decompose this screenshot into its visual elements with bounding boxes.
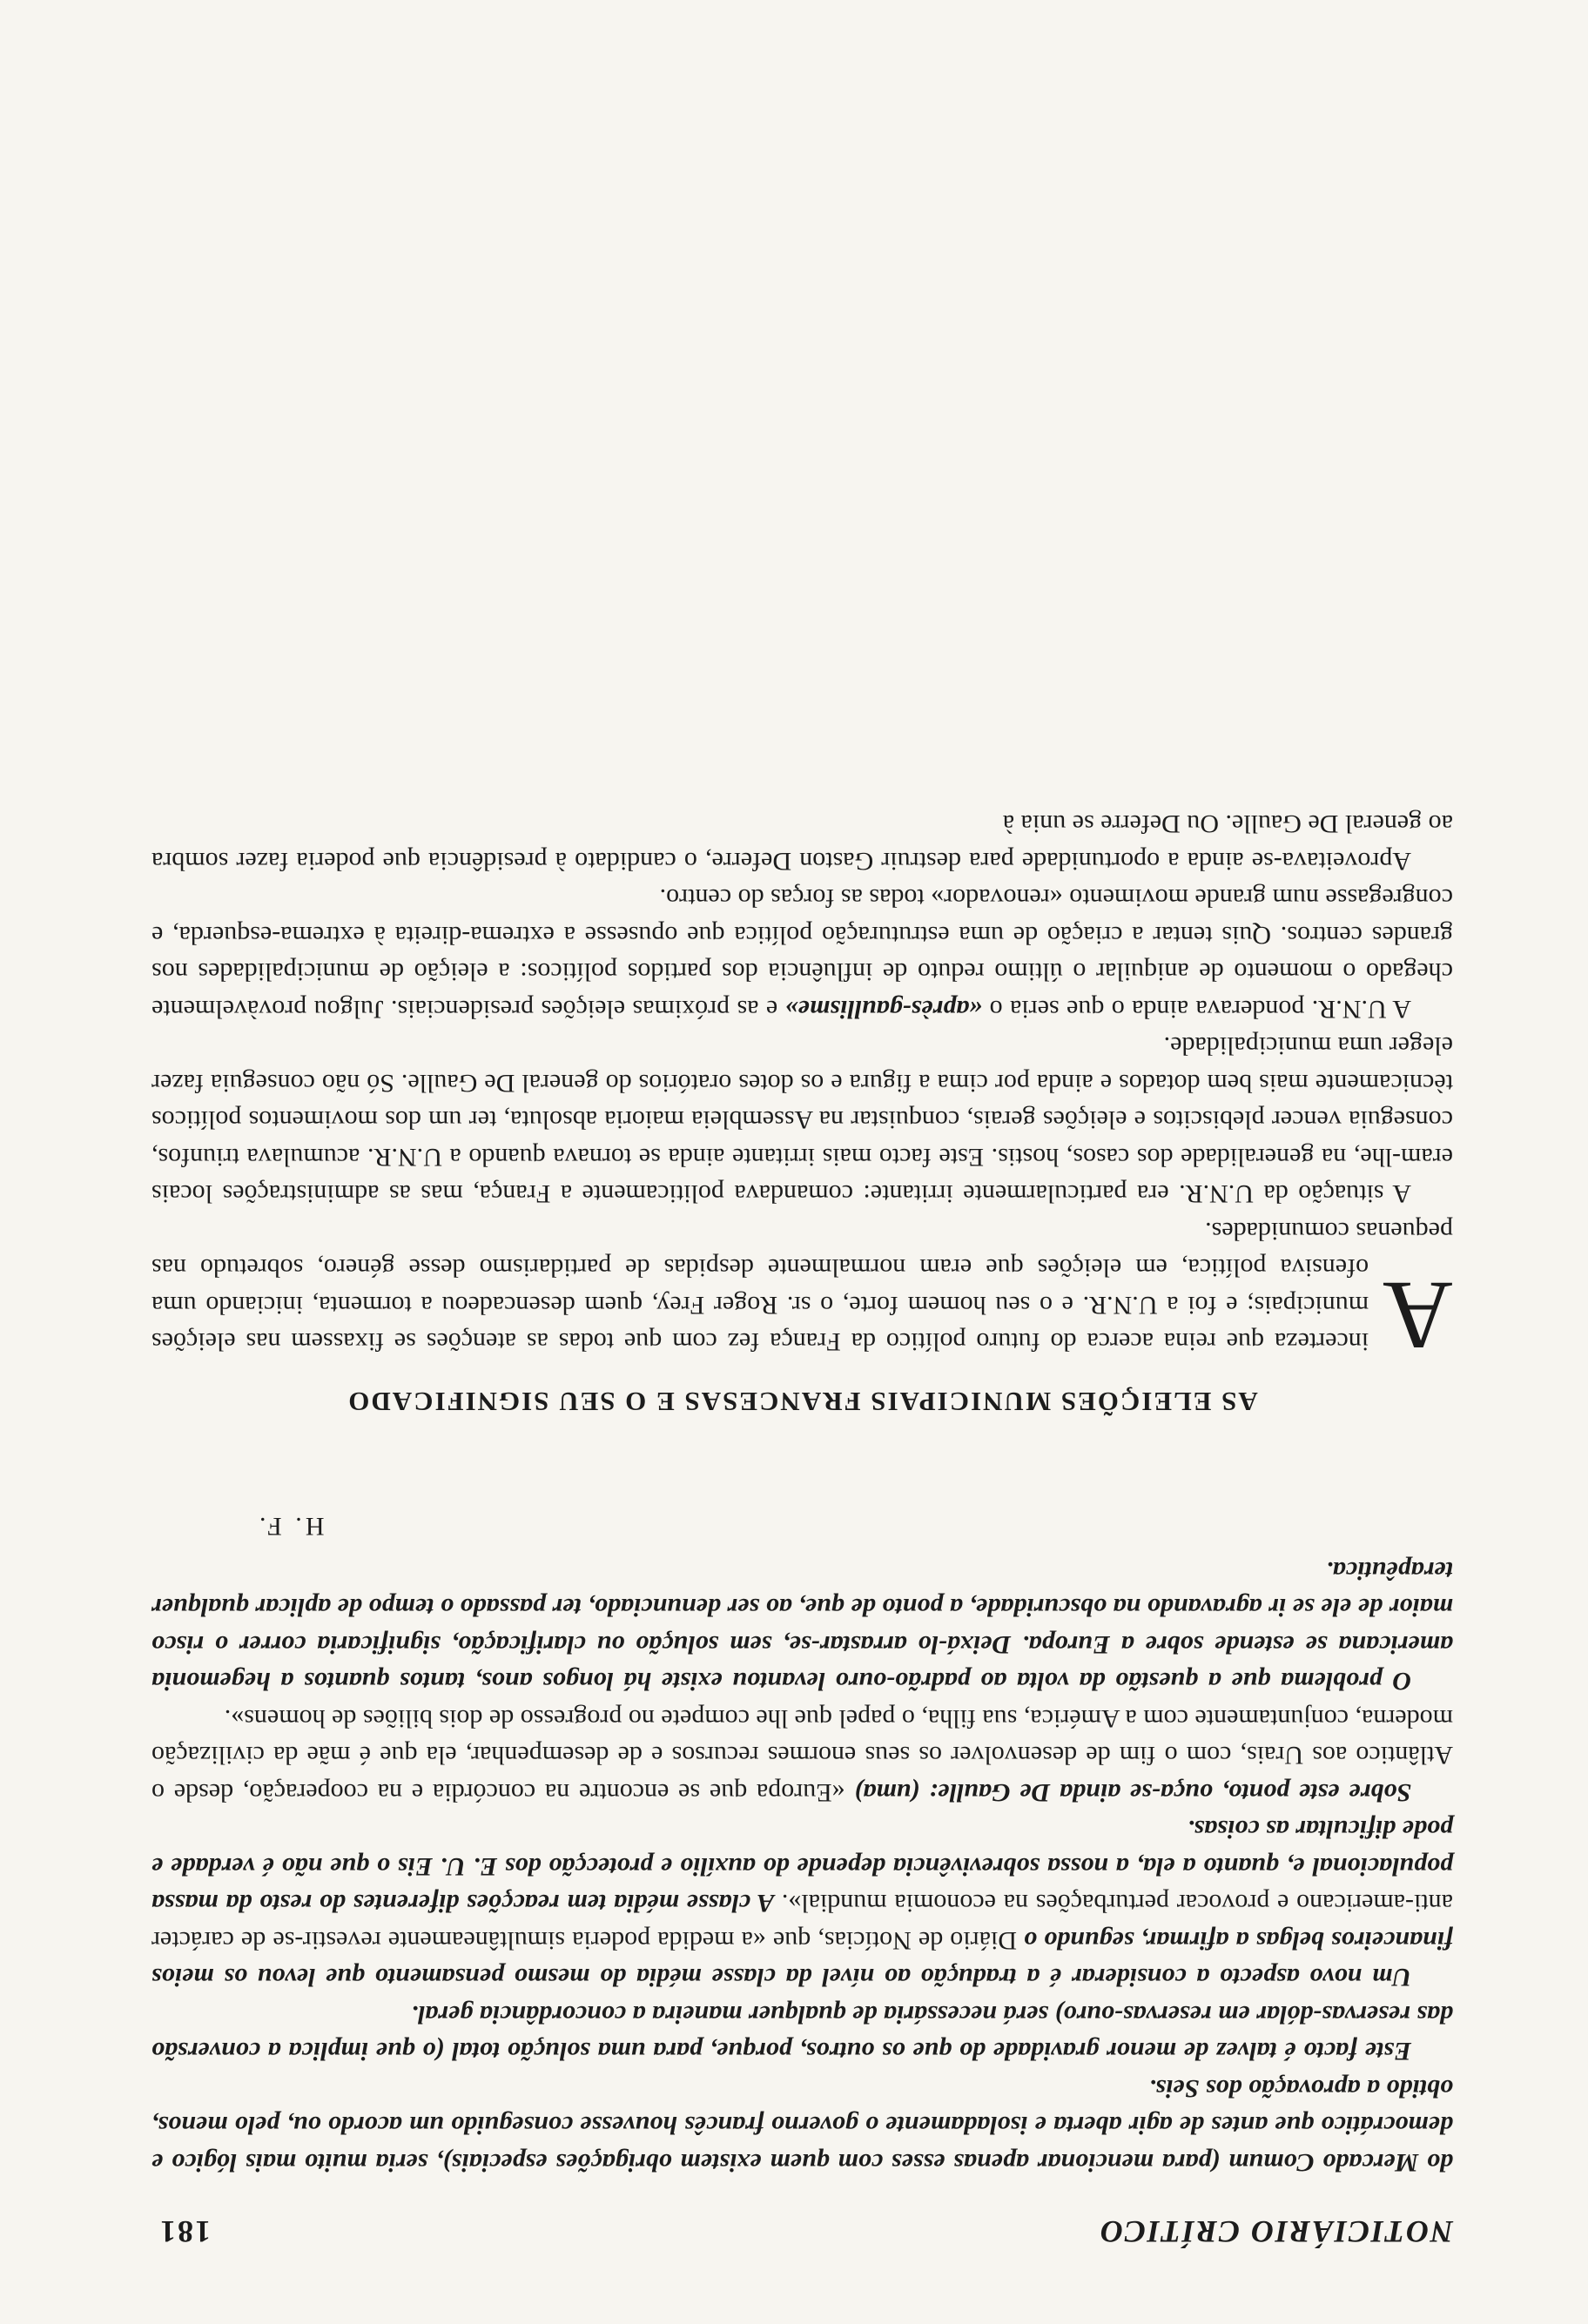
paragraph-text: e as próximas eleições presidenciais. Julgou provàvelmente chegado o momento de aniquilar o último reduto de influência dos partidos políticos: a eleição de municipalidades nos grandes centros. Quis tentar a criação de uma estruturação política que opusesse a extrema-direita à extrema-esquerda, e congregasse num grande movimento «renovador» todas as forças do centro. — [151, 883, 1453, 1024]
paragraph-italic-part: «après-gaullisme» — [784, 995, 983, 1024]
paragraph-italic-part: Sobre este ponto, ouça-se ainda De Gaulle: (uma) — [854, 1778, 1411, 1807]
running-head — [151, 2198, 1453, 2250]
paragraph-roman-part: «Europa que se encontre na concórdia e na cooperação, desde o Atlântico aos Urais, com o fim de desenvolver os seus enormes recursos e de desempenhar, ela que é mãe da civilização moderna, conjuntamente com a América, sua filha, o papel que lhe compete no progresso de dois biliões de homens». — [151, 1704, 1453, 1807]
drop-cap: A — [1383, 1261, 1453, 1370]
paragraph: A situação da U.N.R. era particularmente irritante: comandava politicamente a França, mas as administrações locais eram-lhe, na generalidade dos casos, hostis. Este facto mais irritante ainda se tornava quando a U.N.R. acumulava triunfos, conseguia vencer plebiscitos e eleições gerais, conquistar na Assembleia maioria absoluta, ter um dos movimentos políticos tècnicamente mais bem dotados e ainda por cima a figura e os dotes oratórios do general De Gaulle. Só não conseguia fazer eleger uma municipalidade. — [151, 1031, 1453, 1209]
paragraph — [151, 1700, 1453, 1811]
paragraph — [151, 1212, 1453, 1370]
paragraph-italic-part: Um novo aspecto a considerar é a tradução ao nível da classe média do mesmo pensamento que levou os meios financeiros belgas a afirmar, segundo o — [151, 1926, 1453, 1992]
paragraph — [151, 879, 1453, 1027]
article-heading: AS ELEIÇÕES MUNICIPAIS FRANCESAS E O SEU SIGNIFICADO — [347, 1387, 1258, 1418]
paragraph: Este facto é talvez de menor gravidade do que os outros, porque, para uma solução total (o que implica a conversão das reservas-dólar em reservas-ouro) será necessária de qualquer maneira a concordância geral. — [151, 2000, 1453, 2066]
paragraph-text: A U.N.R. ponderava ainda o que seria o — [982, 995, 1411, 1024]
article-municipal-elections — [151, 805, 1453, 1370]
paragraph-italic-part: A classe média tem reacções diferentes do resto da massa populacional e, quanto a ela, a nossa sobrevivência depende do auxílio e protecção dos E. U. Eis o que não é verdade e pode dificultar as coisas. — [151, 1815, 1453, 1918]
article-gold-standard — [151, 1512, 1453, 2181]
paragraph-continuation: do Mercado Comum (para mencionar apenas esses com quem existem obrigações especiais), seria muito mais lógico e democrático que antes de agir aberta e isoladamente o governo francês houvesse conseguido um acordo ou, pelo menos, obtido a aprovação dos Seis. — [151, 2074, 1453, 2177]
paragraph: O problema que a questão da volta ao padrão-ouro levantou existe há longos anos, tantos quantos a hegemonia americana se estende sobre a Europa. Deixá-lo arrastar-se, sem solução ou clarificação, significaria correr o risco maior de ele se ir agravando na obscuridade, a ponto de que, ao ser denunciado, ter passado o tempo de aplicar qualquer terapêutica. — [151, 1556, 1453, 1696]
author-signature: H. F. — [256, 1512, 325, 1541]
page-content — [151, 805, 1453, 2250]
paragraph: Aproveitava-se ainda a oportunidade para destruir Gaston Deferre, o candidato à presidência que poderia fazer sombra ao general De Gaulle. Ou Deferre se unia à — [151, 809, 1453, 876]
paragraph-text: incerteza que reina acerca do futuro político da França fez com que todas as atenções se fixassem nas eleições municipais; e foi a U.N.R. e o seu homem forte, o sr. Roger Frey, quem desencadeou a tormenta, iniciando uma ofensiva política, em eleições que eram normalmente despidas de partidarismo desse género, sobretudo nas pequenas comunidades. — [151, 1217, 1453, 1357]
paragraph — [151, 1810, 1453, 1996]
page-number: 181 — [158, 2214, 211, 2249]
running-head-title: NOTICIÁRIO CRÍTICO — [1098, 2214, 1453, 2249]
paragraph-roman-part: Diário de Notícias, que «a medida poderia simultâneamente revestir-se de carácter anti-americano e provocar perturbações na economia mundial». — [151, 1889, 1453, 1955]
